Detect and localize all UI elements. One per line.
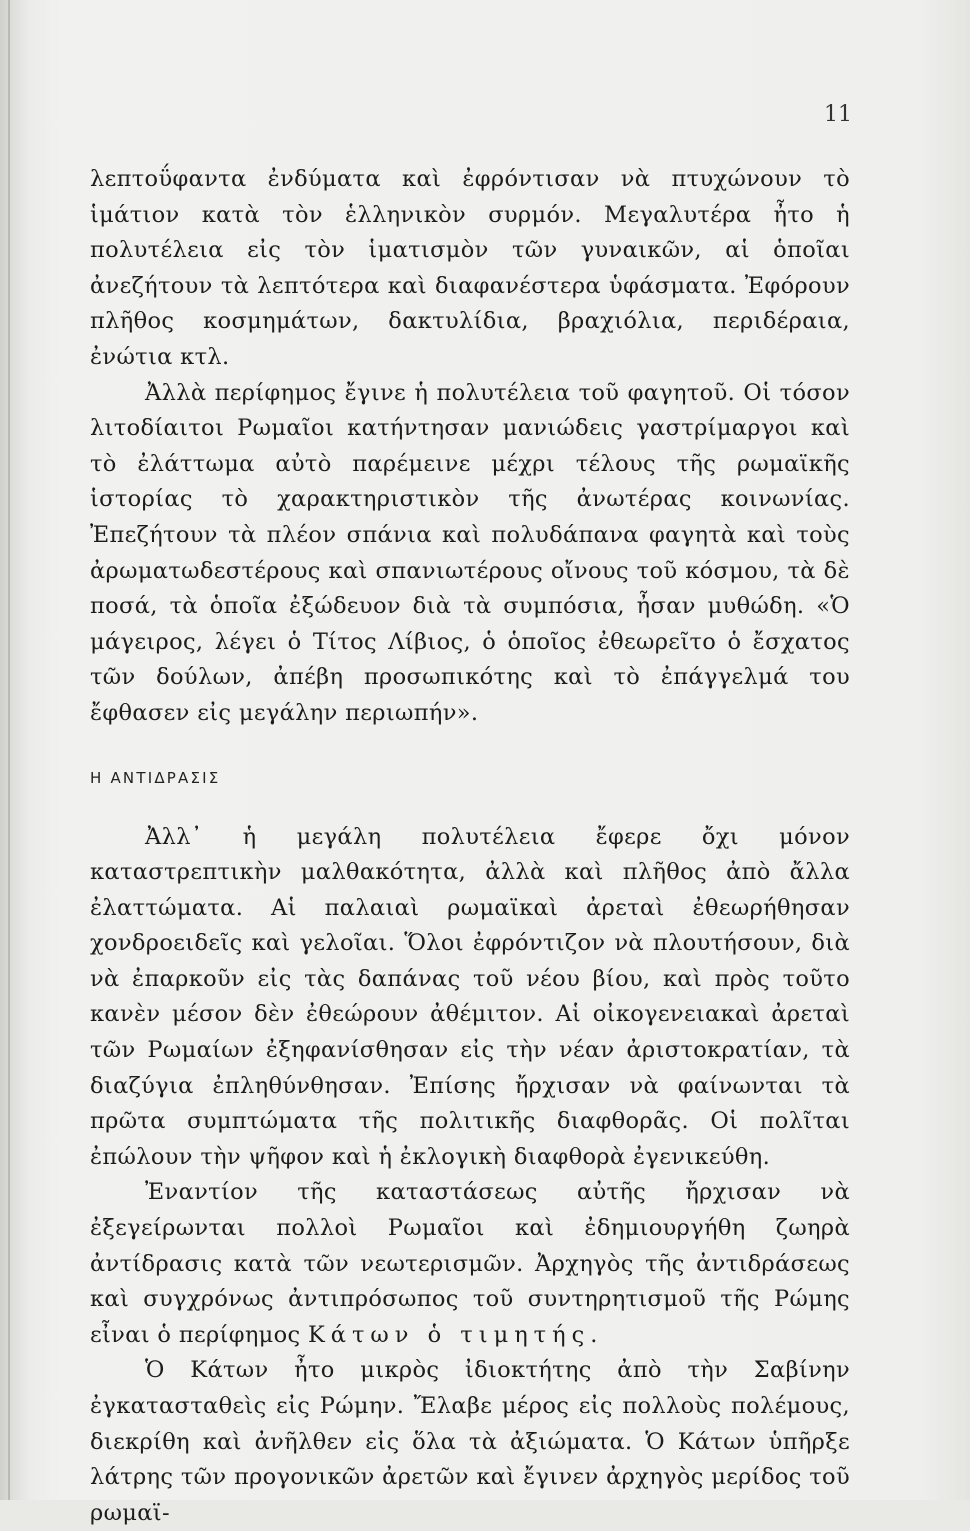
paragraph-3: Ἀλλ᾽ ἡ μεγάλη πολυτέλεια ἔφερε ὄχι μόνον καταστρεπτικὴν μαλθακότητα, ἀλλὰ καὶ πλῆθος ἀπὸ ἄλλα ἐλαττώματα. Αἱ παλαιαὶ ρωμαϊκαὶ ἀρεταὶ ἐθεωρήθησαν χονδροειδεῖς καὶ γελοῖαι. Ὅλοι ἐφρόντιζον νὰ πλουτήσουν, διὰ νὰ ἐπαρκοῦν εἰς τὰς δαπάνας τοῦ νέου βίου, καὶ πρὸς τοῦτο κανὲν μέσον δὲν ἐθεώρουν ἀθέμιτον. Αἱ οἰκογενειακαὶ ἀρεταὶ τῶν Ρωμαίων ἐξηφανίσθησαν εἰς τὴν νέαν ἀριστοκρατίαν, τὰ διαζύγια ἐπληθύνθησαν. Ἐπίσης ἤρχισαν νὰ φαίνωνται τὰ πρῶτα συμπτώματα τῆς πολιτικῆς διαφθορᾶς. Οἱ πολῖται ἐπώλουν τὴν ψῆφον καὶ ἡ ἐκλογικὴ διαφθορὰ ἐγενικεύθη. xyxy=(90,823,850,1170)
page-body xyxy=(90,162,850,1531)
paragraph-4 xyxy=(90,1175,850,1353)
spaced-name-cato: Κάτων ὁ τιμητής xyxy=(307,1321,591,1348)
page-edge-shadow xyxy=(8,0,10,1500)
paragraph-4-text: Ἐναντίον τῆς καταστάσεως αὐτῆς ἤρχισαν νὰ ἐξεγείρωνται πολλοὶ Ρωμαῖοι καὶ ἐδημιουργήθη ζωηρὰ ἀντίδρασις κατὰ τῶν νεωτερισμῶν. Ἀρχηγὸς τῆς ἀντιδράσεως καὶ συγχρόνως ἀντιπρόσωπος τοῦ συντηρητισμοῦ τῆς Ρώμης εἶναι ὁ περίφημος xyxy=(90,1179,850,1348)
paragraph-2: Ἀλλὰ περίφημος ἔγινε ἡ πολυτέλεια τοῦ φαγητοῦ. Οἱ τόσον λιτοδίαιτοι Ρωμαῖοι κατήντησαν μανιώδεις γαστρίμαργοι καὶ τὸ ἐλάττωμα αὐτὸ παρέμεινε μέχρι τέλους τῆς ρωμαϊκῆς ἱστορίας τὸ χαρακτηριστικὸν τῆς ἀνωτέρας κοινωνίας. Ἐπεζήτουν τὰ πλέον σπάνια καὶ πολυδάπανα φαγητὰ καὶ τοὺς ἀρωματωδεστέρους καὶ σπανιωτέρους οἴνους τοῦ κόσμου, τὰ δὲ ποσά, τὰ ὁποῖα ἐξώδευον διὰ τὰ συμπόσια, ἦσαν μυθώδη. «Ὁ μάγειρος, λέγει ὁ Τίτος Λίβιος, ὁ ὁποῖος ἐθεωρεῖτο ὁ ἔσχατος τῶν δούλων, ἀπέβη προσωπικότης καὶ τὸ ἐπάγγελμά του ἔφθασεν εἰς μεγάλην περιωπήν». xyxy=(90,379,850,726)
paragraph-4-end: . xyxy=(590,1321,598,1348)
section-heading: Η ΑΝΤΙΔΡΑΣΙΣ xyxy=(90,768,221,787)
paragraph-5: Ὁ Κάτων ἦτο μικρὸς ἰδιοκτήτης ἀπὸ τὴν Σαβίνην ἐγκατασταθεὶς εἰς Ρώμην. Ἔλαβε μέρος εἰς πολλοὺς πολέμους, διεκρίθη καὶ ἀνῆλθεν εἰς ὅλα τὰ ἀξιώματα. Ὁ Κάτων ὑπῆρξε λάτρης τῶν προγονικῶν ἀρετῶν καὶ ἔγινεν ἀρχηγὸς μερίδος τοῦ ρωμαϊ- xyxy=(90,1357,850,1526)
page-number: 11 xyxy=(824,102,852,127)
paragraph-1: λεπτοΰφαντα ἐνδύματα καὶ ἐφρόντισαν νὰ πτυχώνουν τὸ ἱμάτιον κατὰ τὸν ἑλληνικὸν συρμόν. Μεγαλυτέρα ἦτο ἡ πολυτέλεια εἰς τὸν ἱματισμὸν τῶν γυναικῶν, αἱ ὁποῖαι ἀνεζήτουν τὰ λεπτότερα καὶ διαφανέστερα ὑφάσματα. Ἐφόρουν πλῆθος κοσμημάτων, δακτυλίδια, βραχιόλια, περιδέραια, ἐνώτια κτλ. xyxy=(90,166,850,370)
